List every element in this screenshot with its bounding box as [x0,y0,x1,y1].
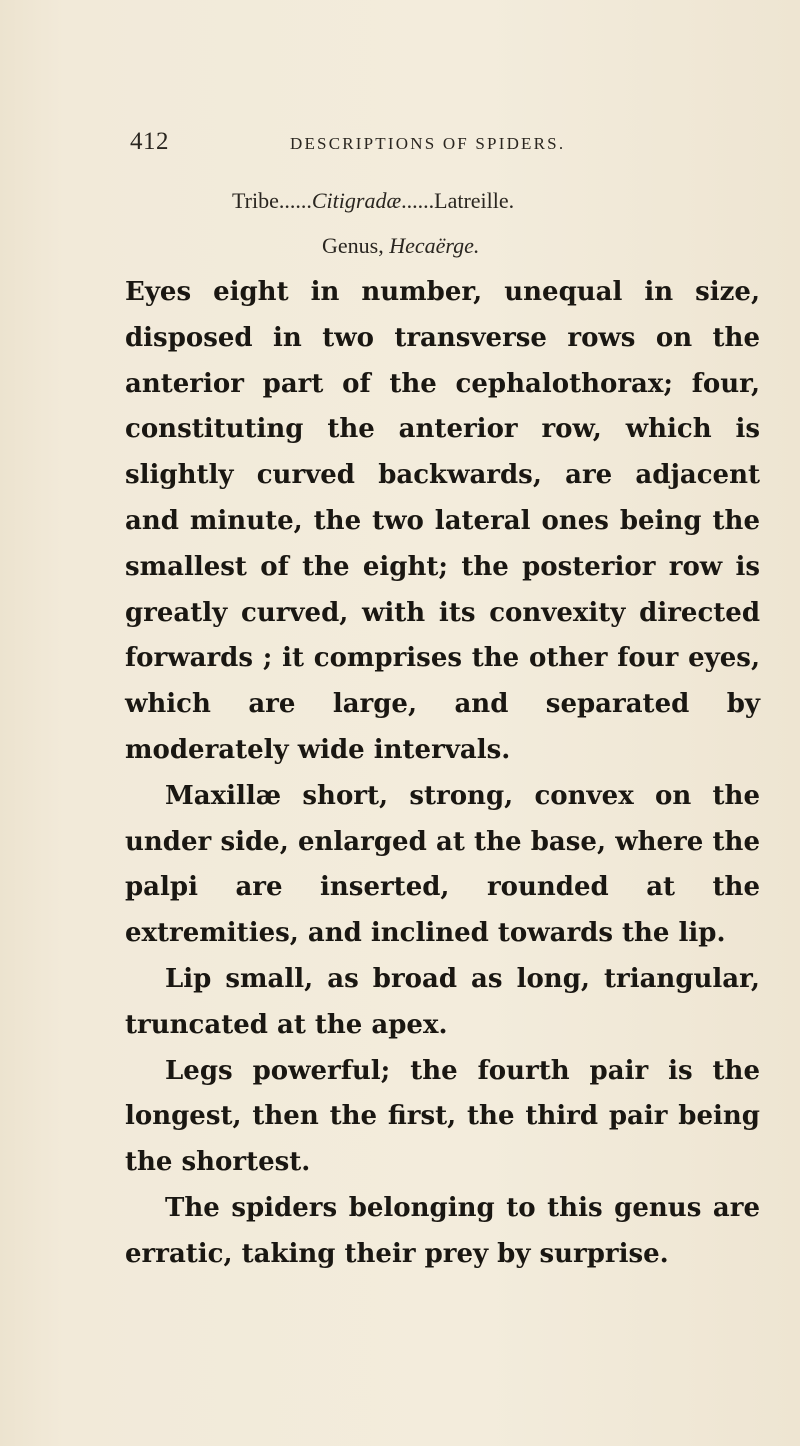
body-text [125,270,760,1278]
tribe-name: Citigradæ [311,188,402,213]
paragraph-eyes: Eyes eight in number, unequal in size, disposed in two transverse rows on the anterior part of the cephalothorax; four, constituting the anterior row, which is slightly curved backwards, are adjacent and minute, the two lateral ones being the smallest of the eight; the posterior row is greatly curved, with its convexity directed forwards ; it comprises the other four eyes, which are large, and separated by moderately wide intervals. [125,277,760,765]
tribe-author: Latreille. [434,188,515,213]
paragraph-lip: Lip small, as broad as long, triangular, truncated at the apex. [125,963,760,1040]
page-number: 412 [130,128,169,155]
running-head [130,128,770,164]
paragraph-maxillae: Maxillæ short, strong, convex on the under side, enlarged at the base, where the palpi are inserted, rounded at the extremities, and inclined towards the lip. [125,780,760,949]
running-title: DESCRIPTIONS OF SPIDERS. [290,134,566,153]
tribe-label: Tribe...... [232,188,312,213]
tribe-heading [232,188,514,214]
paragraph-legs: Legs powerful; the fourth pair is the longest, then the first, the third pair being the shortest. [125,1055,760,1178]
paragraph-habits: The spiders belonging to this genus are erratic, taking their prey by surprise. [125,1192,760,1269]
genus-label: Genus, [322,233,390,258]
tribe-dots: ...... [401,188,435,213]
genus-name: Hecaërge. [389,233,480,258]
genus-heading [322,233,479,259]
